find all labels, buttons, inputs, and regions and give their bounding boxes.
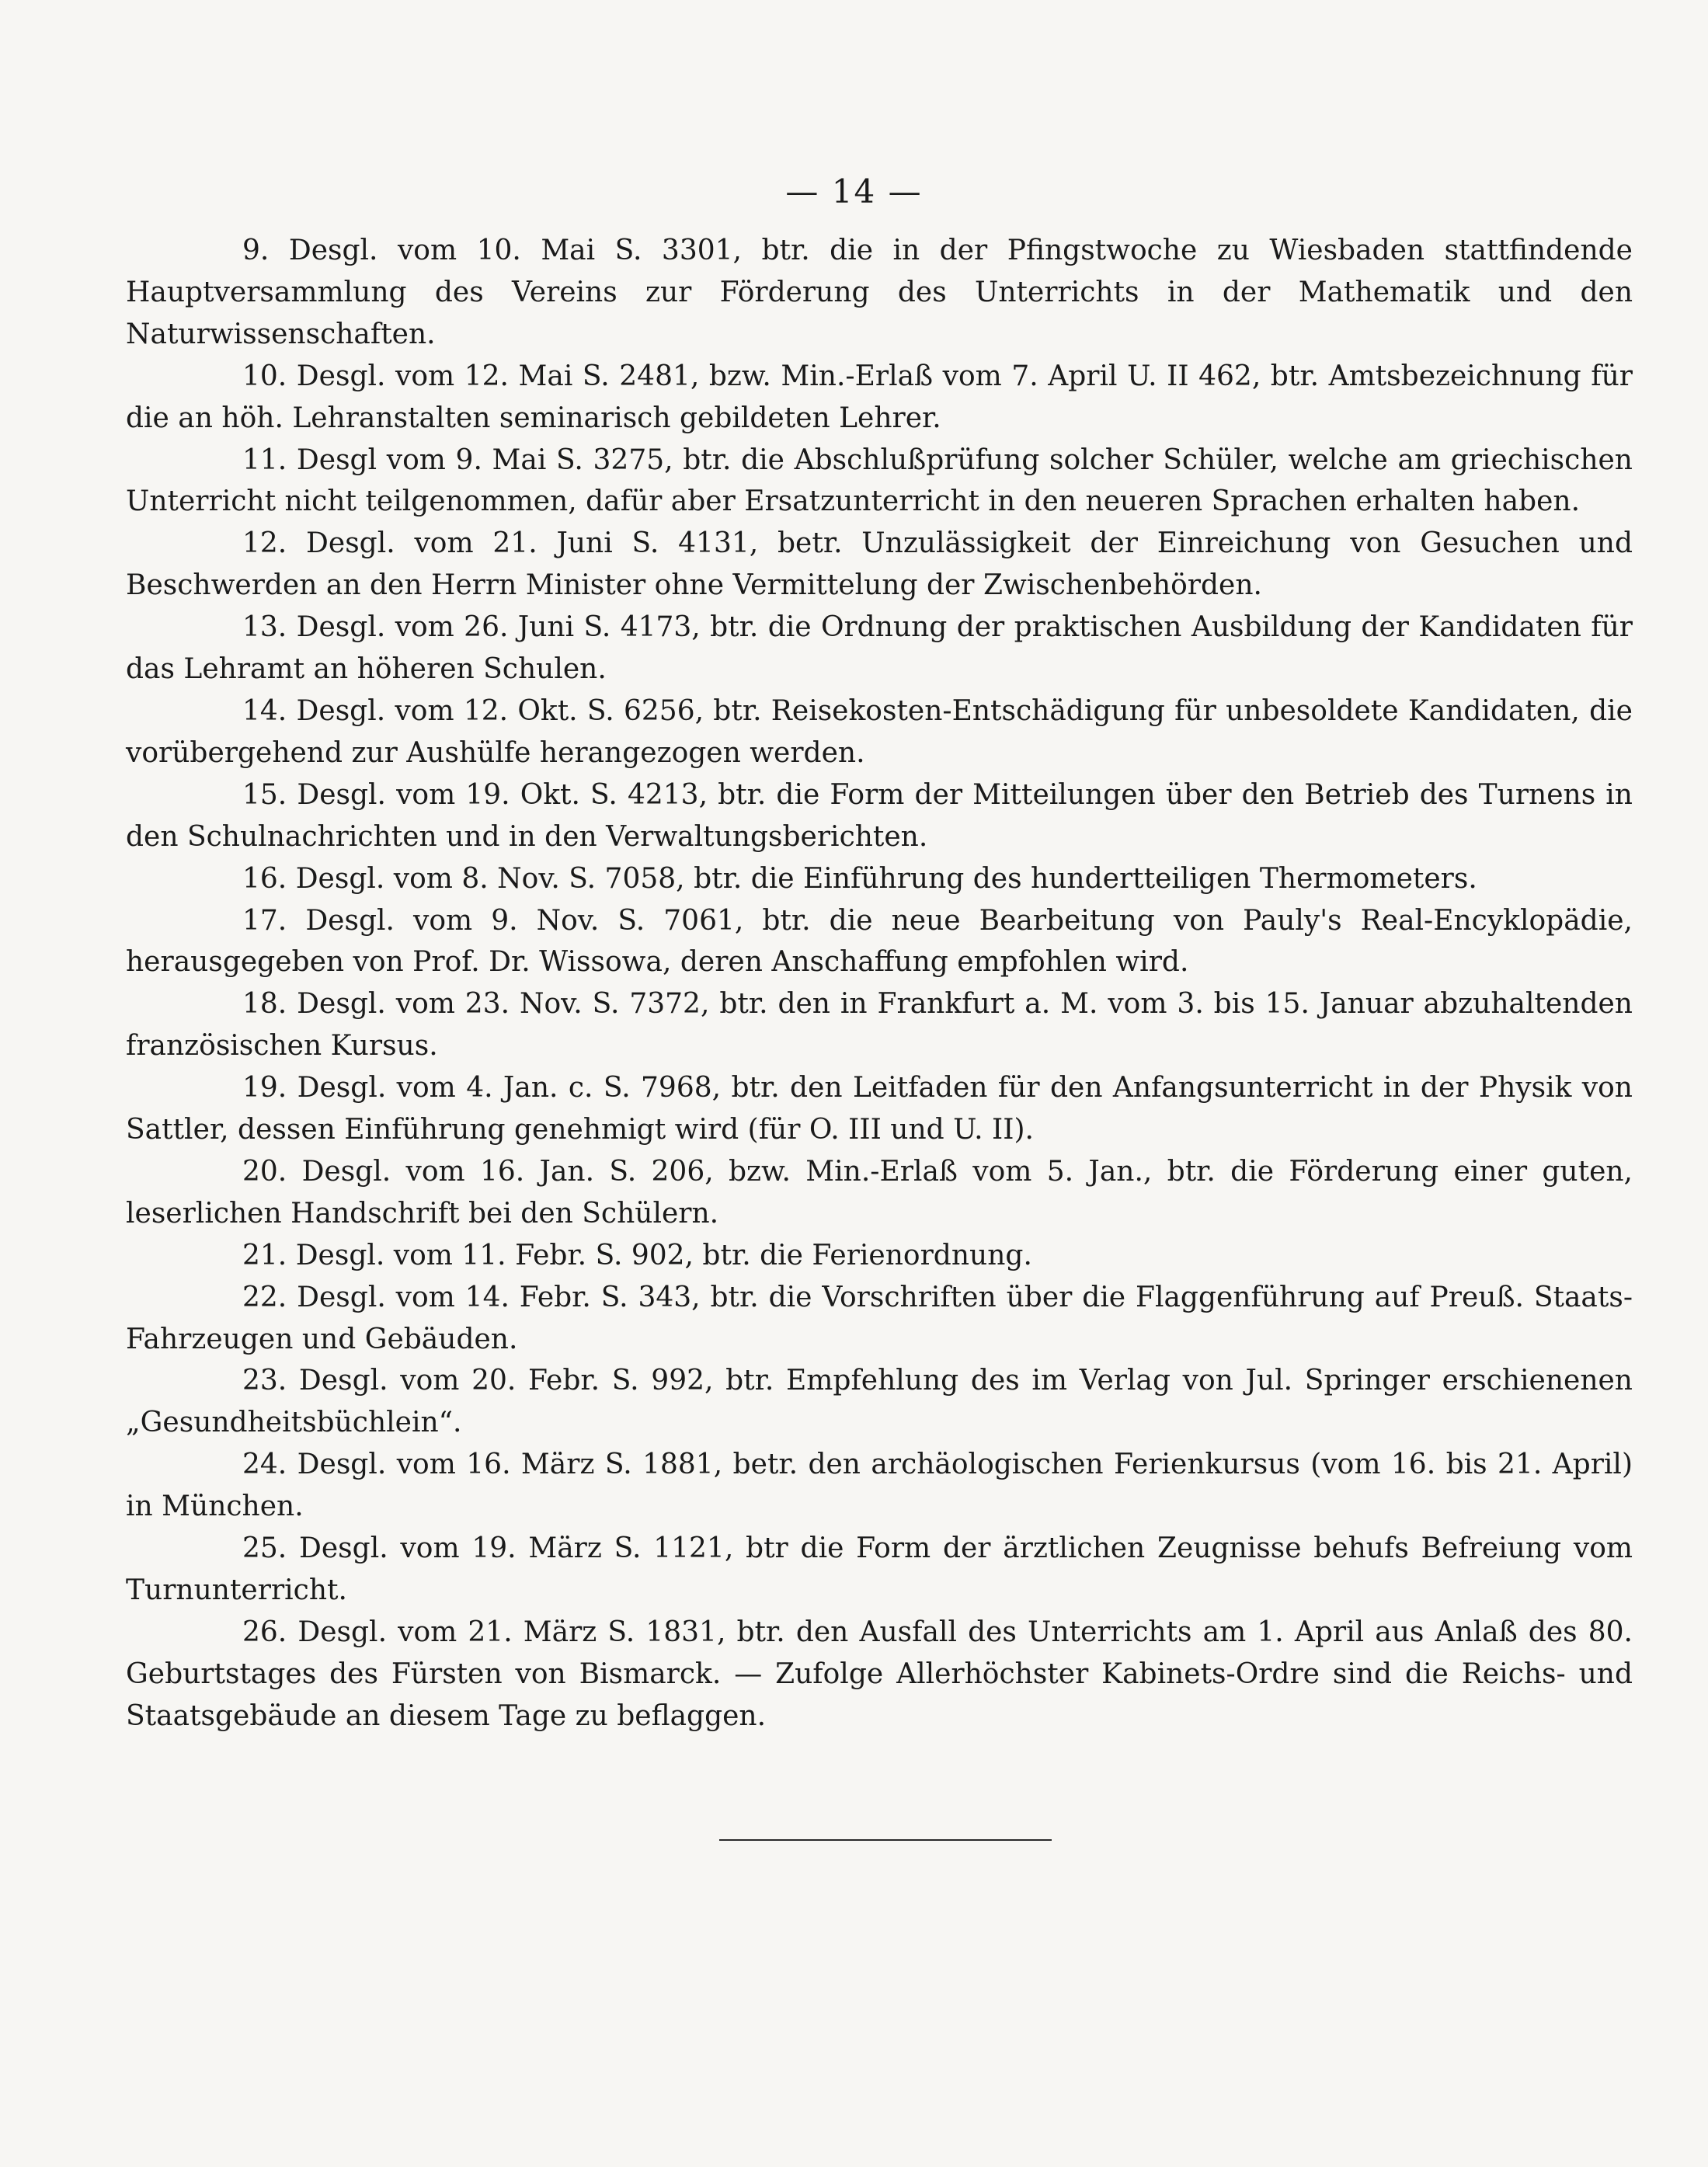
list-item: 16. Desgl. vom 8. Nov. S. 7058, btr. die Einführung des hundertteiligen Thermometers.: [242, 862, 1477, 895]
list-item: 12. Desgl. vom 21. Juni S. 4131, betr. Unzulässigkeit der Einreichung von Gesuchen und Beschwerden an den Herrn Minister ohne Vermittelung der Zwischenbehörden.: [126, 527, 1633, 602]
list-item: 22. Desgl. vom 14. Febr. S. 343, btr. die Vorschriften über die Flaggenführung auf Preuß. Staats-Fahrzeugen und Gebäuden.: [126, 1281, 1633, 1355]
list-item: 10. Desgl. vom 12. Mai S. 2481, bzw. Min.-Erlaß vom 7. April U. II 462, btr. Amtsbezeichnung für die an höh. Lehranstalten seminarisch gebildeten Lehrer.: [126, 360, 1633, 434]
list-item: 17. Desgl. vom 9. Nov. S. 7061, btr. die neue Bearbeitung von Pauly's Real-Encyklopädie, herausgegeben von Prof. Dr. Wissowa, deren Anschaffung empfohlen wird.: [126, 904, 1633, 979]
page-number: — 14 —: [785, 172, 923, 210]
list-item: 19. Desgl. vom 4. Jan. c. S. 7968, btr. den Leitfaden für den Anfangsunterricht in der Physik von Sattler, dessen Einführung genehmigt wird (für O. III und U. II).: [126, 1072, 1633, 1146]
list-item: 18. Desgl. vom 23. Nov. S. 7372, btr. den in Frankfurt a. M. vom 3. bis 15. Januar abzuhaltenden französischen Kursus.: [126, 988, 1633, 1063]
list-item: 25. Desgl. vom 19. März S. 1121, btr die Form der ärztlichen Zeugnisse behufs Befreiung vom Turnunterricht.: [126, 1532, 1633, 1606]
list-item: 20. Desgl. vom 16. Jan. S. 206, bzw. Min.-Erlaß vom 5. Jan., btr. die Förderung einer guten, leserlichen Handschrift bei den Schülern.: [126, 1155, 1633, 1230]
list-item: 23. Desgl. vom 20. Febr. S. 992, btr. Empfehlung des im Verlag von Jul. Springer erschienenen „Gesundheitsbüchlein“.: [126, 1365, 1633, 1439]
list-item: 15. Desgl. vom 19. Okt. S. 4213, btr. die Form der Mitteilungen über den Betrieb des Turnens in den Schulnachrichten und in den Verwaltungsberichten.: [126, 778, 1633, 853]
list-item: 9. Desgl. vom 10. Mai S. 3301, btr. die in der Pfingstwoche zu Wiesbaden stattfindende Hauptversammlung des Vereins zur Förderung des Unterrichts in der Mathematik und den Naturwissenschaften.: [126, 235, 1633, 350]
list-item: 26. Desgl. vom 21. März S. 1831, btr. den Ausfall des Unterrichts am 1. April aus Anlaß des 80. Geburtstages des Fürsten von Bismarck. — Zufolge Allerhöchster Kabinets-Ordre sind die Reichs- und Staatsgebäude an diesem Tage zu beflaggen.: [126, 1616, 1633, 1732]
list-item: 13. Desgl. vom 26. Juni S. 4173, btr. die Ordnung der praktischen Ausbildung der Kandidaten für das Lehramt an höheren Schulen.: [126, 611, 1633, 686]
closing-divider: [719, 1839, 1052, 1841]
list-item: 11. Desgl vom 9. Mai S. 3275, btr. die Abschlußprüfung solcher Schüler, welche am griechischen Unterricht nicht teilgenommen, dafür aber Ersatzunterricht in den neueren Sprachen erhalten haben.: [126, 443, 1633, 518]
decree-list: [126, 230, 1633, 1737]
list-item: 14. Desgl. vom 12. Okt. S. 6256, btr. Reisekosten-Entschädigung für unbesoldete Kandidaten, die vorübergehend zur Aushülfe herangezogen werden.: [126, 694, 1633, 769]
list-item: 21. Desgl. vom 11. Febr. S. 902, btr. die Ferienordnung.: [242, 1239, 1032, 1271]
list-item: 24. Desgl. vom 16. März S. 1881, betr. den archäologischen Ferienkursus (vom 16. bis 21. April) in München.: [126, 1449, 1633, 1523]
